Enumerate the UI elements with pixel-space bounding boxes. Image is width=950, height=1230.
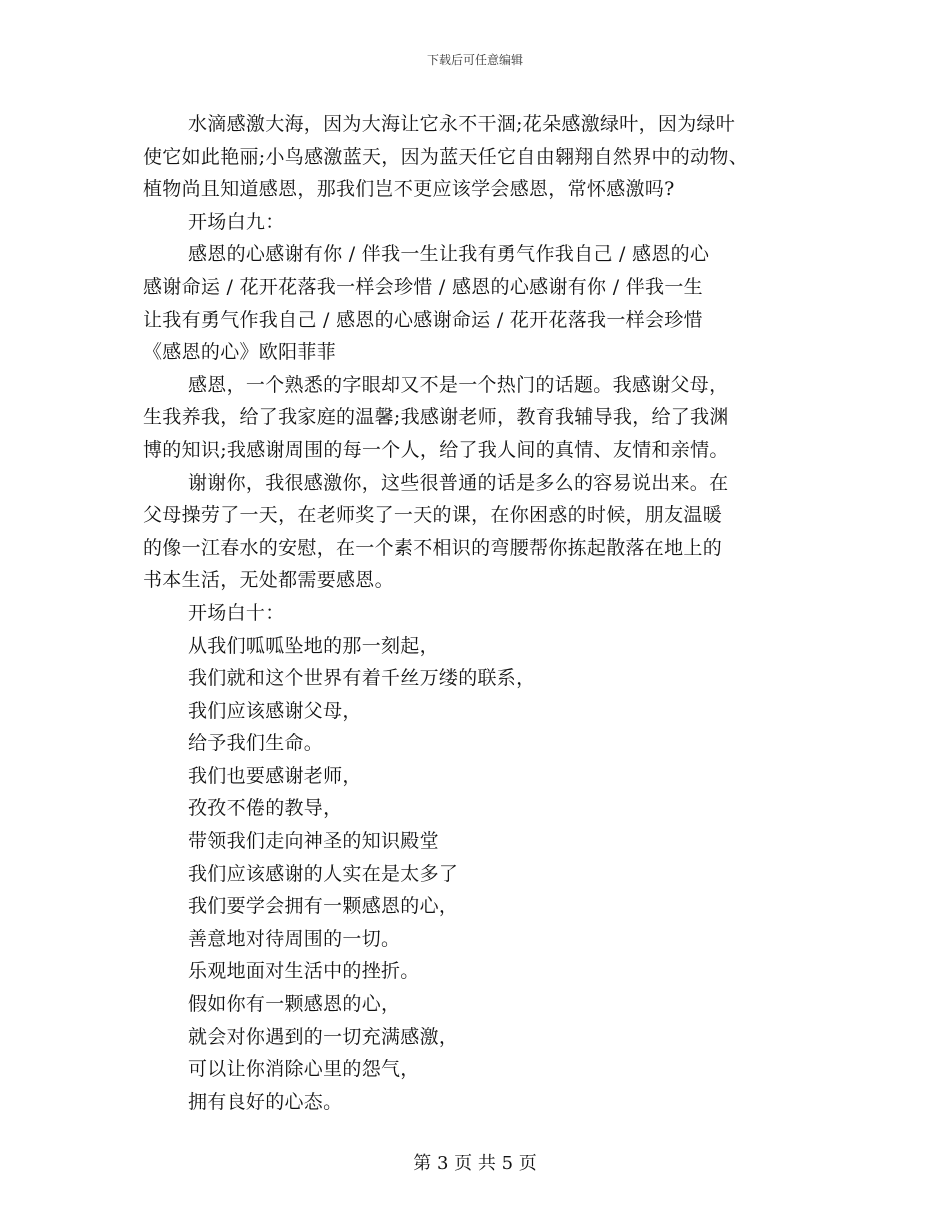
poem-line: 我们应该感谢的人实在是太多了 bbox=[188, 862, 459, 885]
paragraph-line: 父母操劳了一天，在老师奖了一天的课，在你困惑的时候，朋友温暖 bbox=[143, 504, 723, 527]
paragraph-line: 的像一江春水的安慰，在一个素不相识的弯腰帮你拣起散落在地上的 bbox=[143, 536, 723, 559]
poem-line: 我们应该感谢父母， bbox=[188, 699, 362, 722]
poem-line: 善意地对待周围的一切。 bbox=[188, 927, 401, 950]
poem-line: 我们就和这个世界有着千丝万缕的联系， bbox=[188, 667, 536, 690]
page-number-footer: 第 3 页 共 5 页 bbox=[413, 1153, 537, 1174]
document-body bbox=[143, 108, 813, 1118]
paragraph-line: 书本生活，无处都需要感恩。 bbox=[143, 569, 394, 592]
poem-line: 乐观地面对生活中的挫折。 bbox=[188, 960, 420, 983]
poem-line: 假如你有一颗感恩的心， bbox=[188, 993, 401, 1016]
poem-line: 给予我们生命。 bbox=[188, 732, 324, 755]
poem-line: 我们要学会拥有一颗感恩的心， bbox=[188, 895, 459, 918]
poem-line: 带领我们走向神圣的知识殿堂 bbox=[188, 830, 439, 853]
poem-line: 就会对你遇到的一切充满感激， bbox=[188, 1025, 459, 1048]
section-heading: 开场白十： bbox=[188, 601, 285, 624]
poem-line: 我们也要感谢老师， bbox=[188, 764, 362, 787]
paragraph-line: 感谢命运 / 花开花落我一样会珍惜 / 感恩的心感谢有你 / 伴我一生 bbox=[143, 275, 703, 298]
paragraph-line: 《感恩的心》欧阳菲菲 bbox=[143, 341, 337, 364]
paragraph-line: 让我有勇气作我自己 / 感恩的心感谢命运 / 花开花落我一样会珍惜 bbox=[143, 308, 703, 331]
paragraph-line: 植物尚且知道感恩，那我们岂不更应该学会感恩，常怀感激吗? bbox=[143, 178, 675, 201]
paragraph-line: 使它如此艳丽;小鸟感激蓝天，因为蓝天任它自由翱翔自然界中的动物、 bbox=[143, 145, 749, 168]
section-heading: 开场白九： bbox=[188, 210, 285, 233]
paragraph-line: 感恩，一个熟悉的字眼却又不是一个热门的话题。我感谢父母， bbox=[188, 373, 729, 396]
poem-line: 孜孜不倦的教导， bbox=[188, 797, 343, 820]
paragraph-line: 水滴感激大海，因为大海让它永不干涸;花朵感激绿叶，因为绿叶 bbox=[188, 113, 736, 135]
poem-line: 拥有良好的心态。 bbox=[188, 1090, 343, 1113]
paragraph-line: 感恩的心感谢有你 / 伴我一生让我有勇气作我自己 / 感恩的心 bbox=[188, 243, 710, 266]
poem-line: 可以让你消除心里的怨气， bbox=[188, 1058, 420, 1081]
paragraph-line: 博的知识;我感谢周围的每一个人，给了我人间的真情、友情和亲情。 bbox=[143, 438, 729, 461]
paragraph-line: 生我养我，给了我家庭的温馨;我感谢老师，教育我辅导我，给了我渊 bbox=[143, 406, 729, 429]
page-header-note: 下载后可任意编辑 bbox=[426, 53, 523, 67]
paragraph-line: 谢谢你，我很感激你，这些很普通的话是多么的容易说出来。在 bbox=[188, 471, 729, 494]
poem-line: 从我们呱呱坠地的那一刻起， bbox=[188, 634, 439, 657]
